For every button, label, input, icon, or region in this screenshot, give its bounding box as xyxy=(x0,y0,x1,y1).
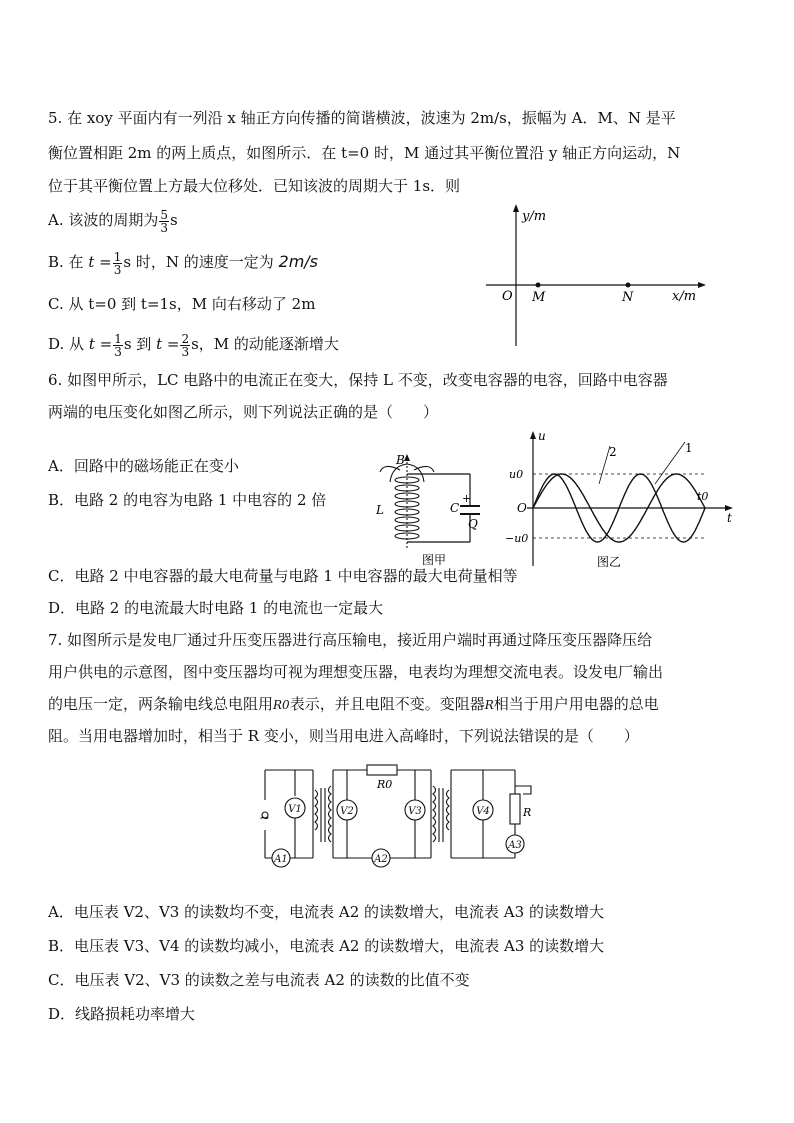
r-symbol: R xyxy=(484,698,494,712)
q7-option-a: A．电压表 V2、V3 的读数均不变，电流表 A2 的读数增大，电流表 A3 的读数增大 xyxy=(48,903,604,921)
v4-label: V4 xyxy=(476,806,490,817)
svg-text:Q: Q xyxy=(468,517,478,531)
q5-stem-line2: 衡位置相距 2m 的两上质点，如图所示．在 t=0 时，M 通过其平衡位置沿 y 轴正方向运动，N xyxy=(48,144,681,162)
q5-option-b-text: B. 在 xyxy=(48,253,84,271)
fraction-denominator: 3 xyxy=(114,344,122,359)
plus-sign: + xyxy=(462,492,472,505)
t0-label: t0 xyxy=(697,490,709,503)
q5-stem-line3: 位于其平衡位置上方最大位移处．已知该波的周期大于 1s．则 xyxy=(48,177,461,195)
q5-option-d-fraction1 xyxy=(113,333,123,358)
x-axis-label: x/m xyxy=(672,289,697,304)
voltage-graph xyxy=(505,428,740,570)
r0-resistor-label: R0 xyxy=(377,778,393,791)
a1-label: A1 xyxy=(274,854,288,865)
fraction-denominator: 3 xyxy=(113,262,122,277)
r0-symbol: R0 xyxy=(273,698,290,712)
fraction-numerator: 5 xyxy=(160,207,169,222)
q7-line3-part2: 表示，并且电阻不变。变阻器 xyxy=(289,695,485,713)
q6-stem-line2: 两端的电压变化如图乙所示，则下列说法正确的是（ ） xyxy=(48,403,439,421)
lc-circuit-diagram xyxy=(370,452,500,570)
inductor-label: L xyxy=(376,503,384,517)
unit: s xyxy=(170,211,178,229)
q5-option-b-text2: s 时，N 的速度一定为 xyxy=(123,253,274,271)
fig-a-caption: 图甲 xyxy=(422,553,447,567)
speed-value: 2m/s xyxy=(278,252,319,271)
q7-stem-line2: 用户供电的示意图，图中变压器均可视为理想变压器，电表均为理想交流电表。设发电厂输出 xyxy=(48,663,664,681)
a3-label: A3 xyxy=(508,840,522,851)
b-field-label: B xyxy=(396,453,405,467)
u-axis-label: u xyxy=(538,429,546,443)
q7-line3-part3: 相当于用户用电器的总电 xyxy=(493,695,659,713)
fraction-numerator: 2 xyxy=(181,331,190,346)
q5-option-d-fraction2 xyxy=(180,333,190,358)
q5-option-d-text2: s，M 的动能逐渐增大 xyxy=(191,335,339,353)
q7-option-d: D．线路损耗功率增大 xyxy=(48,1005,196,1023)
point-m xyxy=(536,283,541,288)
fraction-denominator: 3 xyxy=(181,344,190,359)
q6-option-a: A．回路中的磁场能正在变小 xyxy=(48,457,239,475)
power-transmission-diagram xyxy=(255,760,545,870)
curve-2-label: 2 xyxy=(609,445,617,459)
q6-option-d: D．电路 2 的电流最大时电路 1 的电流也一定最大 xyxy=(48,599,384,617)
ac-source-symbol: ~ xyxy=(259,811,270,826)
q5-wave-diagram xyxy=(480,200,710,350)
q5-option-c: C. 从 t=0 到 t=1s，M 向右移动了 2m xyxy=(48,295,316,313)
capacitor-label: C xyxy=(450,501,460,515)
fraction-denominator: 3 xyxy=(160,220,169,235)
q5-stem-line1: 5. 在 xoy 平面内有一列沿 x 轴正方向传播的简谐横波，波速为 2m/s，振幅为 A．M、N 是平 xyxy=(48,109,676,127)
q5-option-a-fraction xyxy=(159,209,169,234)
t-axis-label: t xyxy=(727,511,732,525)
q5-option-b-fraction xyxy=(113,251,123,276)
time-var: t = xyxy=(88,335,113,353)
fraction-numerator: 1 xyxy=(113,249,122,264)
q7-stem-line4: 阻。当用电器增加时，相当于 R 变小，则当用电进入高峰时，下列说法错误的是（ ） xyxy=(48,727,639,745)
q5-option-a xyxy=(48,206,178,234)
fraction-numerator: 1 xyxy=(114,331,122,346)
v1-label: V1 xyxy=(288,804,302,815)
q5-option-a-text: A. 该波的周期为 xyxy=(48,211,159,229)
q7-stem-line3 xyxy=(48,690,659,719)
point-m-label: M xyxy=(532,290,546,305)
fig-b-caption: 图乙 xyxy=(597,555,622,569)
origin-label: O xyxy=(517,501,527,515)
q7-stem-line1: 7. 如图所示是发电厂通过升压变压器进行高压输电，接近用户端时再通过降压变压器降压给 xyxy=(48,631,653,649)
q6-stem-line1: 6. 如图甲所示，LC 电路中的电流正在变大，保持 L 不变，改变电容器的电容，回路中电容器 xyxy=(48,371,668,389)
origin-label: O xyxy=(502,289,513,304)
point-n xyxy=(626,283,631,288)
v3-label: V3 xyxy=(408,806,422,817)
y-axis-label: y/m xyxy=(522,209,547,224)
v2-label: V2 xyxy=(340,806,354,817)
curve-1-label: 1 xyxy=(685,441,693,455)
variable-resistor-label: R xyxy=(523,806,532,819)
q7-line3-part1: 的电压一定，两条输电线总电阻用 xyxy=(48,695,274,713)
q5-option-d xyxy=(48,330,339,358)
point-n-label: N xyxy=(622,290,634,305)
neg-u0-label: −u0 xyxy=(505,532,529,545)
q5-option-d-mid: s 到 xyxy=(123,335,152,353)
q7-option-b: B．电压表 V3、V4 的读数均减小，电流表 A2 的读数增大，电流表 A3 的读数增大 xyxy=(48,937,605,955)
q6-option-c: C．电路 2 中电容器的最大电荷量与电路 1 中电容器的最大电荷量相等 xyxy=(48,567,518,585)
q6-option-b: B．电路 2 的电容为电路 1 中电容的 2 倍 xyxy=(48,491,327,509)
a2-label: A2 xyxy=(374,854,388,865)
u0-label: u0 xyxy=(509,468,524,481)
q5-option-b xyxy=(48,248,318,276)
time-var: t = xyxy=(156,335,180,353)
q7-option-c: C．电压表 V2、V3 的读数之差与电流表 A2 的读数的比值不变 xyxy=(48,971,470,989)
q5-option-d-text: D. 从 xyxy=(48,335,85,353)
time-var: t = xyxy=(88,253,112,271)
